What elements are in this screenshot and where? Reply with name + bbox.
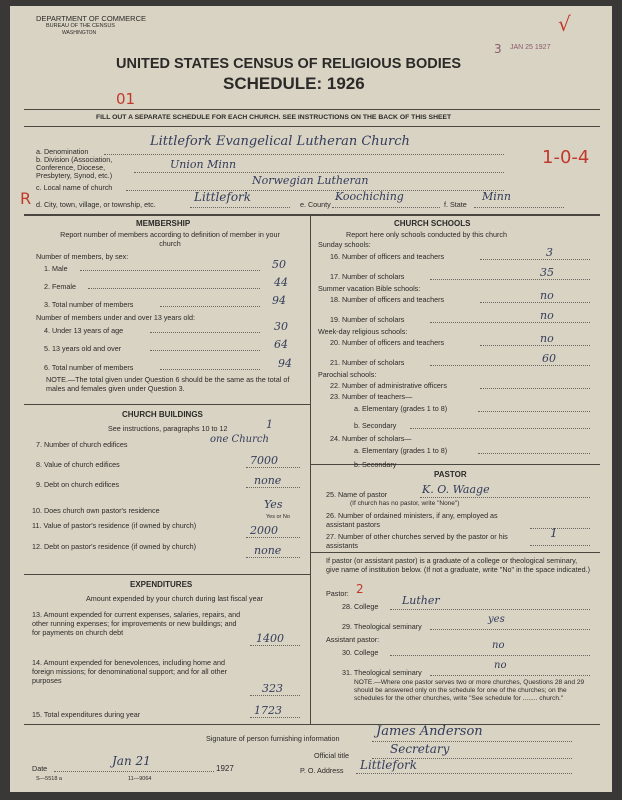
- q19-label: 19. Number of scholars: [330, 315, 405, 324]
- local-name-label: c. Local name of church: [36, 183, 113, 192]
- county-value: Koochiching: [335, 190, 404, 203]
- q18-label: 18. Number of officers and teachers: [330, 295, 445, 304]
- q1-label: 1. Male: [44, 264, 68, 273]
- q12-label: 12. Debt on pastor's residence (if owned by church): [32, 542, 196, 551]
- local-name-value: Norwegian Lutheran: [252, 174, 369, 187]
- q24-label: 24. Number of scholars—: [330, 434, 412, 443]
- membership-note: NOTE.—The total given under Question 6 should be the same as the total of males and females given under Question 3.: [46, 375, 290, 393]
- yes-or-no-hint: Yes or No: [266, 514, 290, 520]
- q21-value: 60: [542, 352, 556, 365]
- q15-label: 15. Total expenditures during year: [32, 710, 141, 719]
- column-divider: [310, 214, 311, 724]
- q27-value: 1: [550, 526, 558, 540]
- q2-value: 44: [274, 276, 288, 289]
- q9-label: 9. Debt on church edifices: [36, 480, 120, 489]
- q13-label: 13. Amount expended for current expenses, salaries, repairs, and other running expenses; for improvements or new buildings; and for payments on church debt: [32, 610, 241, 637]
- denomination-label: a. Denomination: [36, 147, 89, 156]
- q14-label: 14. Amount expended for benevolences, including home and foreign missions; for denominational support; and for all other purposes: [32, 658, 227, 685]
- check-mark: √: [558, 12, 571, 36]
- q11-value: 2000: [250, 524, 278, 537]
- r-mark: R: [20, 189, 32, 208]
- q6-label: 6. Total number of members: [44, 363, 134, 372]
- division-value: Union Minn: [170, 158, 237, 171]
- pastor-sublabel: Pastor:: [326, 589, 349, 598]
- q20-label: 20. Number of officers and teachers: [330, 338, 445, 347]
- city-label: WASHINGTON: [62, 30, 97, 36]
- date-year: 1927: [216, 764, 234, 773]
- q12-value: none: [254, 544, 282, 557]
- pastor-note: NOTE.—Where one pastor serves two or more churches, Questions 28 and 29 should be answered only on the schedule for one of the churches; on the schedules for the other churches, write "See schedule for ........ church.": [354, 679, 585, 702]
- official-title-value: Secretary: [390, 742, 450, 756]
- q31-label: 31. Theological seminary: [342, 668, 422, 677]
- denomination-value: Littlefork Evangelical Lutheran Church: [150, 134, 410, 149]
- stamp-number: 3: [494, 42, 502, 56]
- q4-value: 30: [274, 320, 288, 333]
- assistant-pastor-sublabel: Assistant pastor:: [326, 635, 380, 644]
- serial-number: 01: [116, 90, 136, 108]
- classification-code: 1-0-4: [542, 147, 590, 168]
- q10-label: 10. Does church own pastor's residence: [32, 506, 160, 515]
- county-label: e. County: [300, 200, 331, 209]
- instruction-divider: [24, 126, 600, 127]
- received-date-stamp: JAN 25 1927: [510, 44, 551, 51]
- pastor-title: PASTOR: [434, 470, 467, 479]
- q20-value: no: [540, 332, 554, 345]
- q11-label: 11. Value of pastor's residence (if owned by church): [32, 521, 197, 530]
- pastor-red-mark: 2: [356, 582, 364, 596]
- q7-label: 7. Number of church edifices: [36, 440, 128, 449]
- city-value: Littlefork: [194, 190, 252, 204]
- q23b-label: b. Secondary: [354, 421, 397, 430]
- date-value: Jan 21: [112, 754, 151, 768]
- q13-value: 1400: [256, 632, 284, 645]
- q23a-label: a. Elementary (grades 1 to 8): [354, 404, 448, 413]
- state-value: Minn: [482, 190, 511, 203]
- q14-value: 323: [262, 682, 283, 695]
- q30-label: 30. College: [342, 648, 379, 657]
- q8-label: 8. Value of church edifices: [36, 460, 120, 469]
- signature-label: Signature of person furnishing information: [206, 734, 340, 743]
- q6-value: 94: [278, 357, 292, 370]
- buildings-sub: See instructions, paragraphs 10 to 12: [108, 424, 228, 433]
- expenditures-title: EXPENDITURES: [130, 580, 193, 589]
- q24a-label: a. Elementary (grades 1 to 8): [354, 446, 448, 455]
- q30-value: no: [492, 640, 505, 651]
- q25-hint: (If church has no pastor, write "None"): [350, 500, 460, 507]
- q31-value: no: [494, 660, 507, 671]
- po-address-label: P. O. Address: [300, 766, 344, 775]
- print-number: 11—9064: [128, 776, 152, 782]
- q25-label: 25. Name of pastor: [326, 490, 388, 499]
- q28-label: 28. College: [342, 602, 379, 611]
- date-label: Date: [32, 764, 48, 773]
- q8-value: 7000: [250, 454, 278, 467]
- pastor-education-info: If pastor (or assistant pastor) is a graduate of a college or theological seminary, give name of institution below. (If not a graduate, write "No" in the space indicated.): [326, 556, 590, 574]
- state-label: f. State: [444, 200, 467, 209]
- q7-count-value: 1: [266, 418, 273, 431]
- church-schools-title: CHURCH SCHOOLS: [394, 219, 471, 228]
- q7-value: one Church: [210, 434, 269, 445]
- signature-value: James Anderson: [376, 724, 483, 739]
- q27-label: 27. Number of other churches served by the pastor or his assistants: [326, 532, 508, 550]
- q15-value: 1723: [254, 704, 282, 717]
- department-label: DEPARTMENT OF COMMERCE: [36, 14, 147, 23]
- summer-schools-label: Summer vacation Bible schools:: [318, 284, 421, 293]
- sunday-schools-label: Sunday schools:: [318, 240, 371, 249]
- bureau-label: BUREAU OF THE CENSUS: [46, 23, 115, 29]
- q16-value: 3: [546, 246, 553, 259]
- q2-label: 2. Female: [44, 282, 76, 291]
- q18-value: no: [540, 289, 554, 302]
- q3-value: 94: [272, 294, 286, 307]
- q22-label: 22. Number of administrative officers: [330, 381, 447, 390]
- q28-value: Luther: [402, 594, 440, 607]
- instruction-line: FILL OUT A SEPARATE SCHEDULE FOR EACH CHURCH. SEE INSTRUCTIONS ON THE BACK OF THIS SHEET: [96, 114, 452, 121]
- q23-label: 23. Number of teachers—: [330, 392, 413, 401]
- po-address-value: Littlefork: [360, 758, 418, 772]
- top-divider: [24, 109, 600, 110]
- q17-label: 17. Number of scholars: [330, 272, 405, 281]
- census-schedule-sheet: [10, 6, 612, 792]
- form-title: UNITED STATES CENSUS OF RELIGIOUS BODIES: [116, 56, 462, 72]
- parochial-schools-label: Parochial schools:: [318, 370, 377, 379]
- q5-label: 5. 13 years old and over: [44, 344, 122, 353]
- form-number: S—5518 a: [36, 776, 62, 782]
- expenditures-sub: Amount expended by your church during last fiscal year: [86, 594, 263, 603]
- city-label-field: d. City, town, village, or township, etc.: [36, 200, 156, 209]
- q5-value: 64: [274, 338, 288, 351]
- q26-label: 26. Number of ordained ministers, if any, employed as assistant pastors: [326, 511, 498, 529]
- division-label: b. Division (Association, Conference, Diocese, Presbytery, Synod, etc.): [36, 155, 113, 180]
- members-by-sex-label: Number of members, by sex:: [36, 252, 129, 261]
- schools-intro: Report here only schools conducted by this church: [346, 230, 508, 239]
- membership-intro: Report number of members according to definition of member in your church: [60, 230, 280, 248]
- q1-value: 50: [272, 258, 286, 271]
- q29-label: 29. Theological seminary: [342, 622, 422, 631]
- q10-value: Yes: [264, 498, 283, 511]
- q16-label: 16. Number of officers and teachers: [330, 252, 445, 261]
- q24b-label: b. Secondary: [354, 460, 397, 469]
- q4-label: 4. Under 13 years of age: [44, 326, 124, 335]
- church-buildings-title: CHURCH BUILDINGS: [122, 410, 203, 419]
- membership-title: MEMBERSHIP: [136, 219, 191, 228]
- q17-value: 35: [540, 266, 554, 279]
- q19-value: no: [540, 309, 554, 322]
- pastor-name-value: K. O. Waage: [422, 483, 490, 496]
- q29-value: yes: [488, 614, 505, 625]
- weekday-schools-label: Week-day religious schools:: [318, 327, 408, 336]
- official-title-label: Official title: [314, 751, 350, 760]
- q3-label: 3. Total number of members: [44, 300, 134, 309]
- q9-value: none: [254, 474, 282, 487]
- schedule-title: SCHEDULE: 1926: [223, 74, 365, 93]
- members-by-age-label: Number of members under and over 13 years old:: [36, 313, 196, 322]
- q21-label: 21. Number of scholars: [330, 358, 405, 367]
